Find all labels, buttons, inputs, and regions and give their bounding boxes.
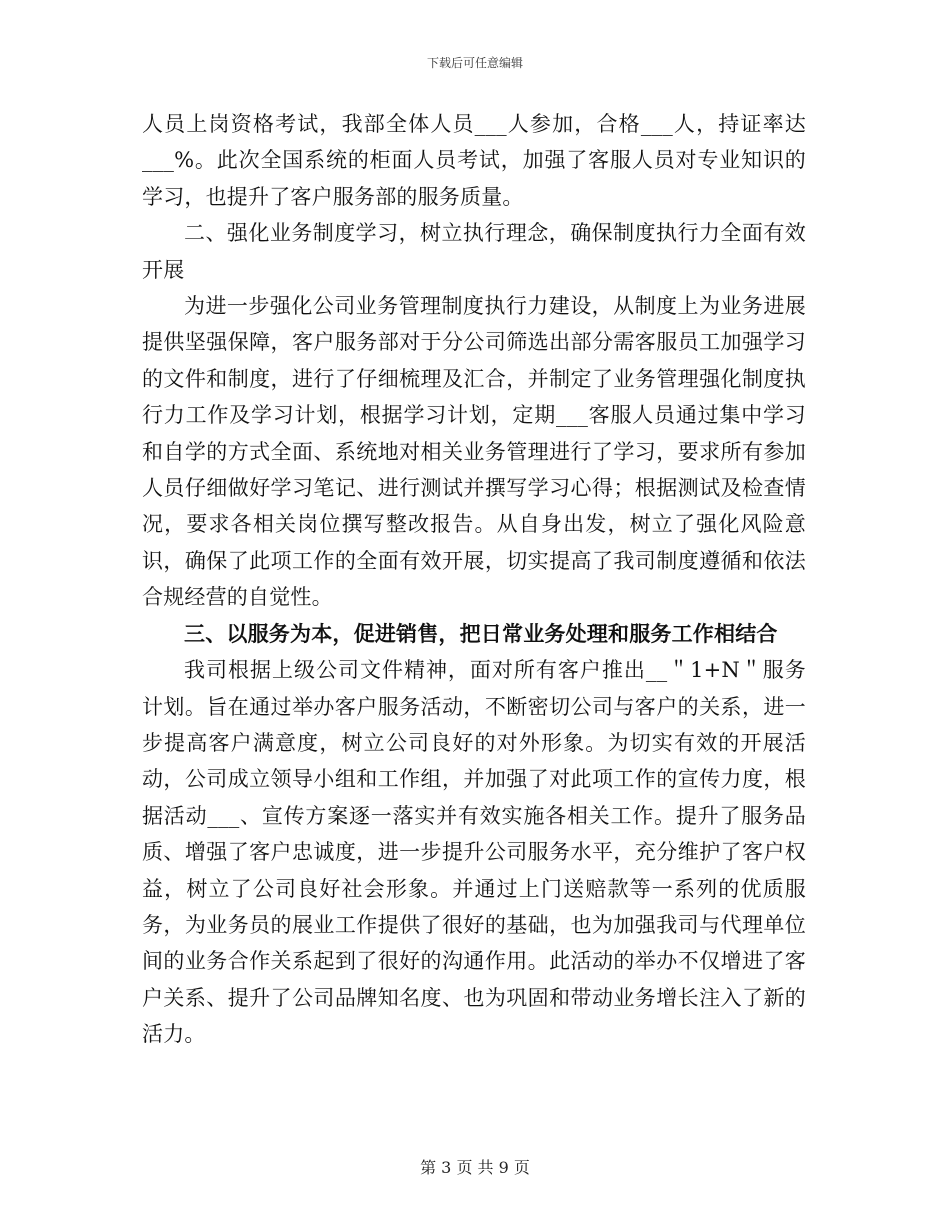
paragraph-exam-results: 人员上岗资格考试，我部全体人员___人参加，合格___人，持证率达___%。此次全国系统的柜面人员考试，加强了客服人员对专业知识的学习，也提升了客户服务部的服务质量。 <box>142 112 806 209</box>
page-number-footer: 第 3 页 共 9 页 <box>420 1158 530 1177</box>
section-heading-3: 三、以服务为本，促进销售，把日常业务处理和服务工作相结合 <box>184 621 778 646</box>
document-body <box>142 106 806 1053</box>
section-heading-2: 二、强化业务制度学习，树立执行理念，确保制度执行力全面有效开展 <box>142 221 806 282</box>
page-header: 下载后可任意编辑 <box>426 56 523 70</box>
paragraph-system-study: 为进一步强化公司业务管理制度执行力建设，从制度上为业务进展提供坚强保障，客户服务部对于分公司筛选出部分需客服员工加强学习的文件和制度，进行了仔细梳理及汇合，并制定了业务管理强化制度执行力工作及学习计划，根据学习计划，定期___客服人员通过集中学习和自学的方式全面、系统地对相关业务管理进行了学习，要求所有参加人员仔细做好学习笔记、进行测试并撰写学习心得；根据测试及检查情况，要求各相关岗位撰写整改报告。从自身出发，树立了强化风险意识，确保了此项工作的全面有效开展，切实提高了我司制度遵循和依法合规经营的自觉性。 <box>142 294 806 610</box>
paragraph-service-plan: 我司根据上级公司文件精神，面对所有客户推出__＂1+N＂服务计划。旨在通过举办客户服务活动，不断密切公司与客户的关系，进一步提高客户满意度，树立公司良好的对外形象。为切实有效的开展活动，公司成立领导小组和工作组，并加强了对此项工作的宣传力度，根据活动___、宣传方案逐一落实并有效实施各相关工作。提升了服务品质、增强了客户忠诚度，进一步提升公司服务水平，充分维护了客户权益，树立了公司良好社会形象。并通过上门送赔款等一系列的优质服务，为业务员的展业工作提供了很好的基础，也为加强我司与代理单位间的业务合作关系起到了很好的沟通作用。此活动的举办不仅增进了客户关系、提升了公司品牌知名度、也为巩固和带动业务增长注入了新的活力。 <box>142 658 806 1047</box>
